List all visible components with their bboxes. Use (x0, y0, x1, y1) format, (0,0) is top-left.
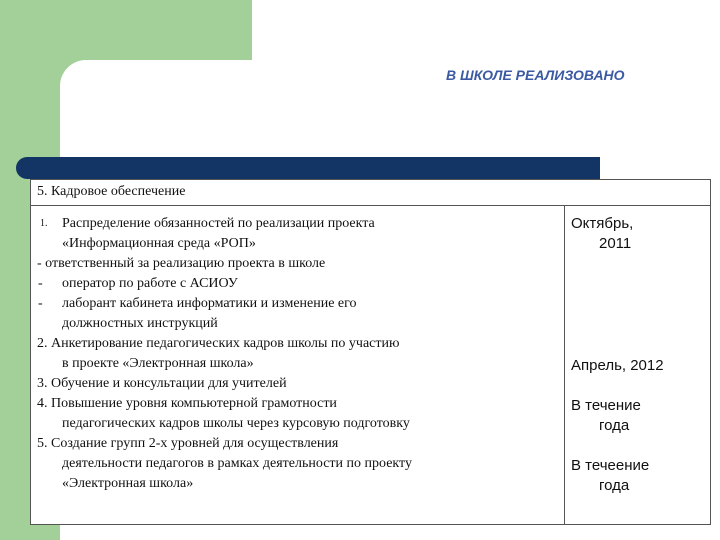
list-item (37, 434, 558, 454)
list-item (62, 354, 558, 374)
header-bar (16, 157, 600, 179)
list-item-text: 4. Повышение уровня компьютерной грамотности (37, 396, 337, 411)
list-item-text: должностных инструкций (62, 316, 218, 331)
list-item (40, 214, 558, 234)
list-item (62, 234, 558, 254)
list-item (37, 334, 558, 354)
date-entry (571, 214, 633, 254)
list-marker: 1. (40, 218, 48, 229)
slide-title: В ШКОЛЕ РЕАЛИЗОВАНО (446, 67, 625, 83)
list-item (62, 314, 558, 334)
date-entry (571, 356, 664, 376)
list-item-text: педагогических кадров школы через курсовую подготовку (62, 416, 410, 431)
date-entry (571, 456, 649, 496)
date-text: 2011 (599, 235, 632, 252)
date-entry (571, 396, 641, 436)
list-item-text: Распределение обязанностей по реализации проекта (62, 216, 375, 231)
date-text: В течение (571, 397, 641, 414)
list-item-text: 3. Обучение и консультации для учителей (37, 376, 287, 391)
list-item-text: 2. Анкетирование педагогических кадров школы по участию (37, 336, 400, 351)
list-item (38, 294, 558, 314)
list-item-text: деятельности педагогов в рамках деятельности по проекту (62, 456, 412, 471)
list-item (62, 474, 558, 494)
date-text: года (599, 417, 630, 434)
list-marker: - (38, 296, 43, 311)
list-item-text: 5. Создание групп 2-х уровней для осуществления (37, 436, 339, 451)
date-text: В течеение (571, 457, 650, 474)
dates-column (565, 206, 710, 524)
list-item (37, 374, 558, 394)
list-item (37, 394, 558, 414)
date-text: Октябрь, (571, 215, 634, 232)
list-marker: - (38, 276, 43, 291)
staffing-table (30, 179, 711, 525)
activities-column (31, 206, 565, 524)
list-item (37, 254, 558, 274)
list-item-text: - ответственный за реализацию проекта в школе (37, 256, 326, 271)
date-text: Апрель, 2012 (571, 357, 664, 374)
list-item (62, 414, 558, 434)
table-header: 5. Кадровое обеспечение (31, 180, 710, 206)
list-item-text: оператор по работе с АСИОУ (62, 276, 238, 291)
list-item-text: «Информационная среда «РОП» (62, 236, 256, 251)
list-item-text: в проекте «Электронная школа» (62, 356, 254, 371)
list-item-text: «Электронная школа» (62, 476, 194, 491)
list-item (38, 274, 558, 294)
list-item-text: лаборант кабинета информатики и изменение его (62, 296, 357, 311)
date-text: года (599, 477, 630, 494)
list-item (62, 454, 558, 474)
